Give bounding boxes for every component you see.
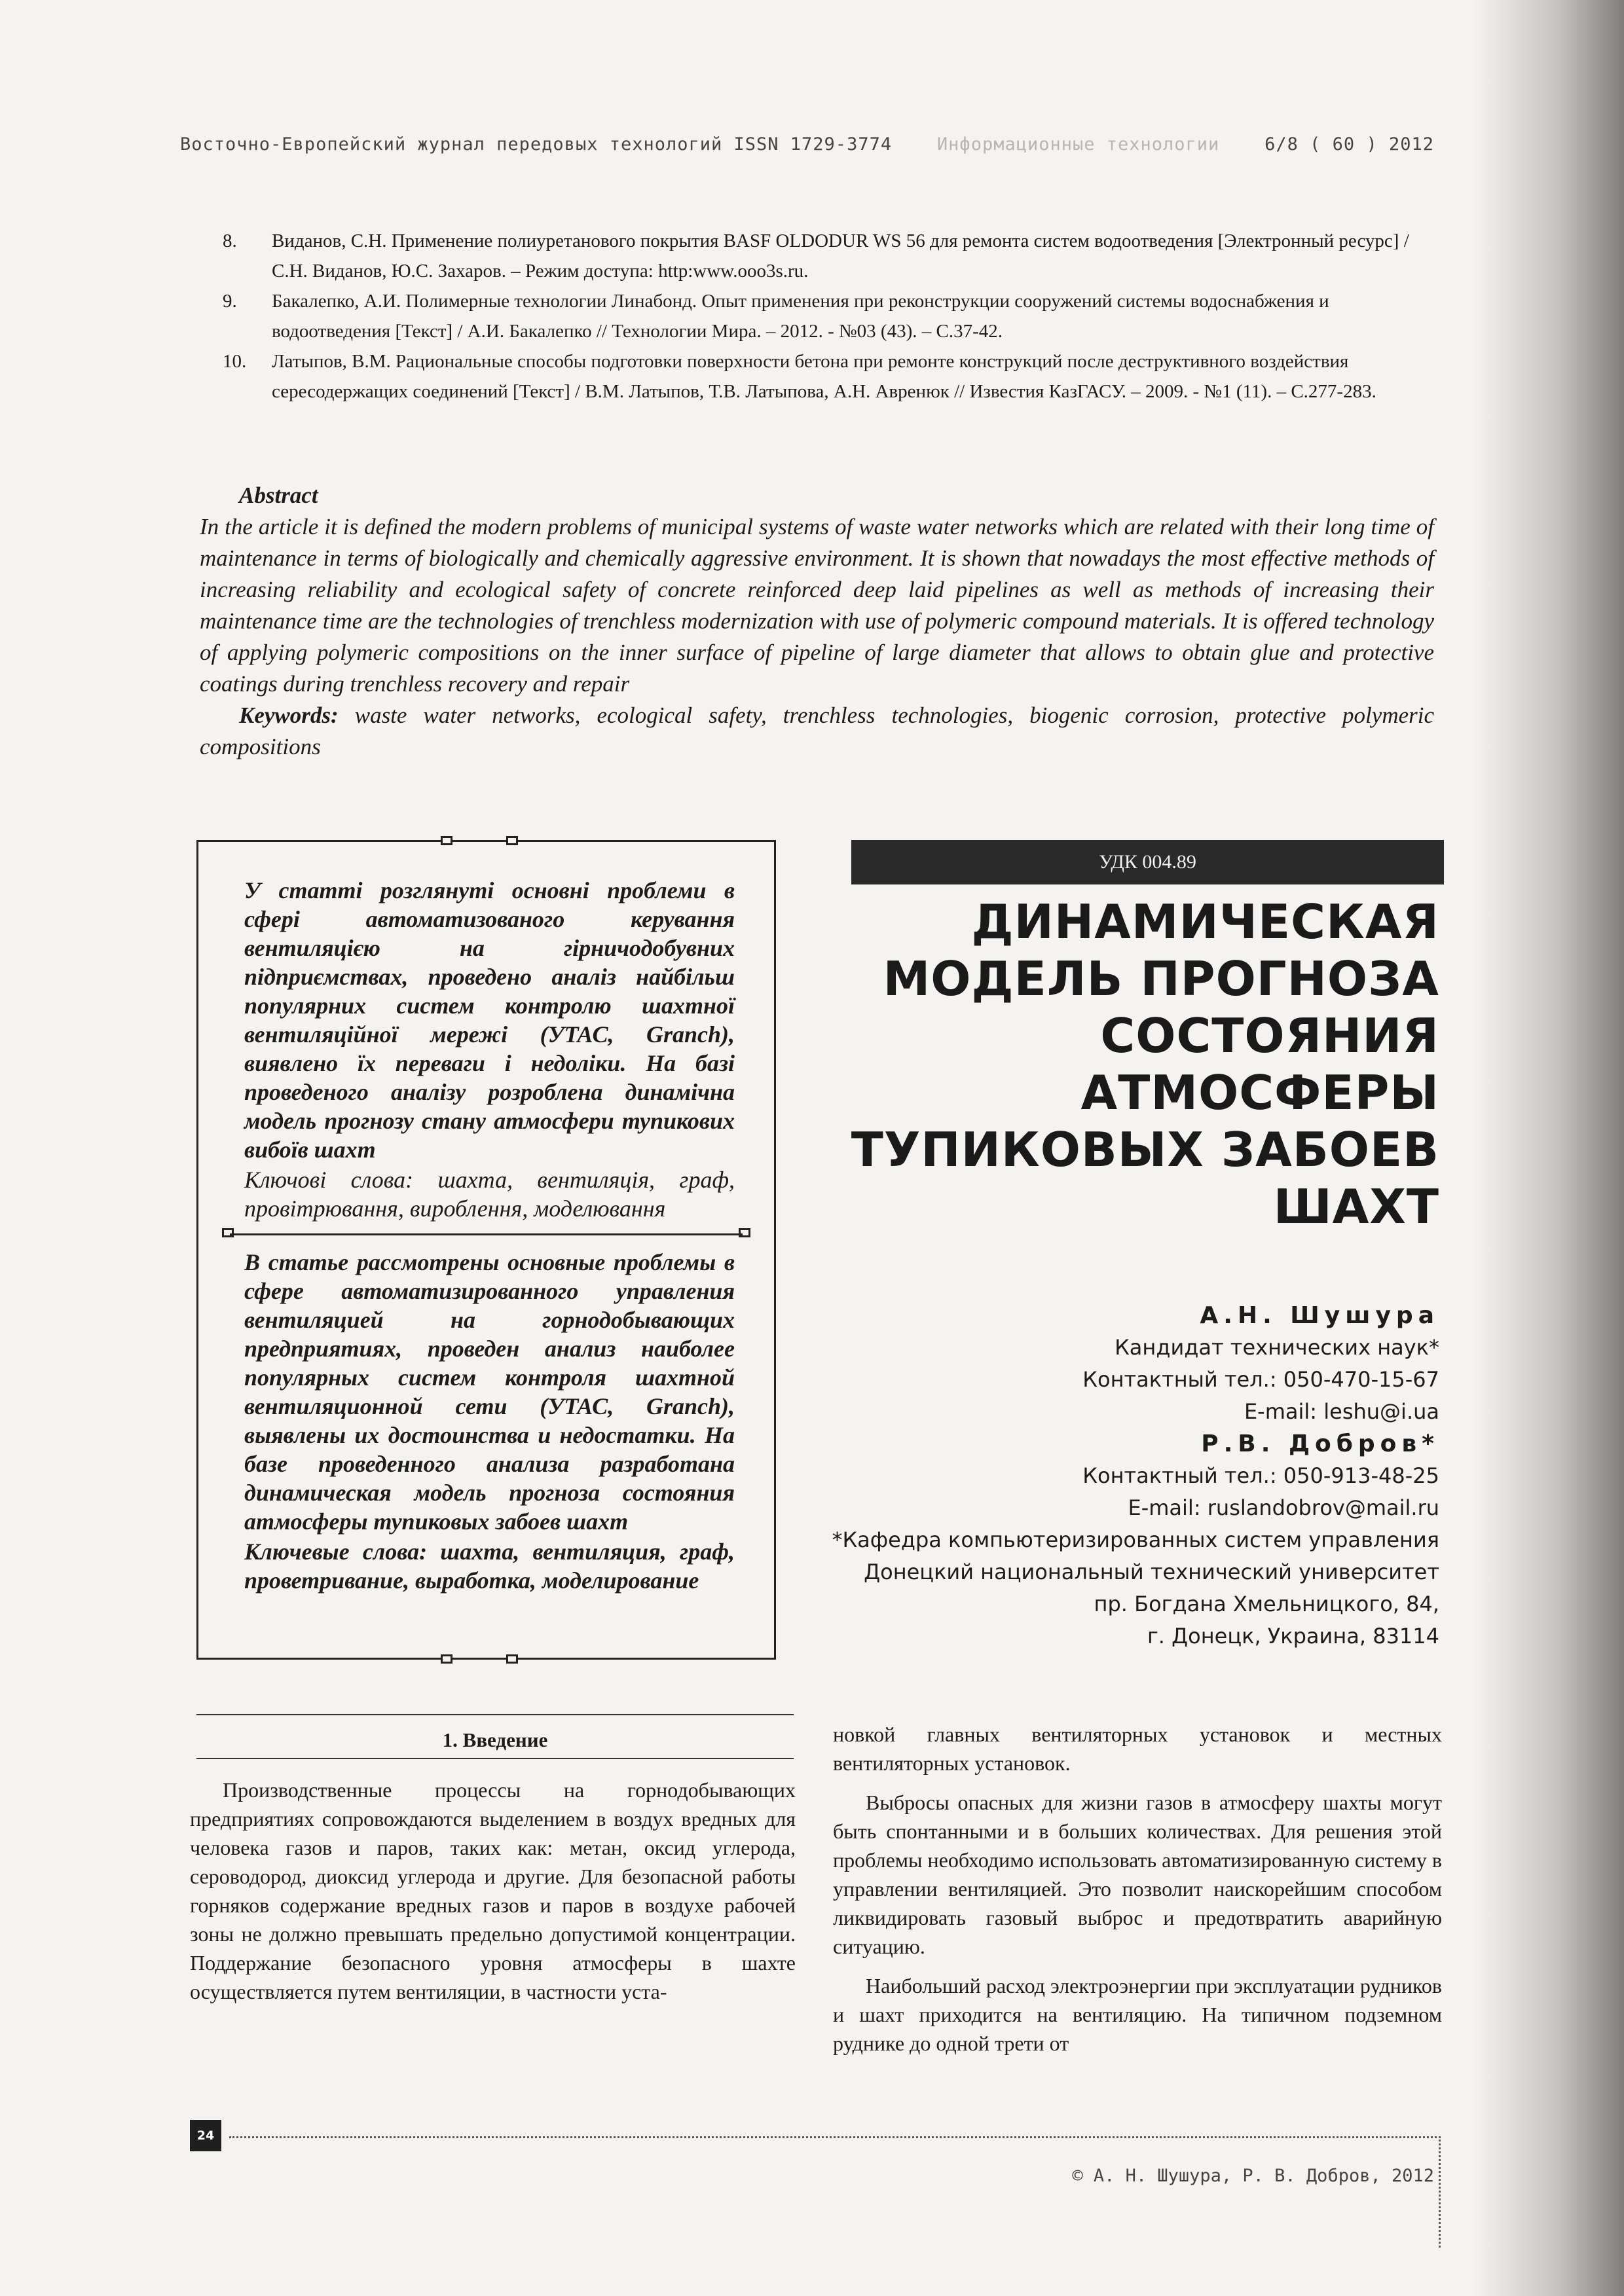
body-column-left: [190, 1776, 796, 2006]
abstract-text: In the article it is defined the modern problems of municipal systems of waste water networks which are related with their long time of maintenance in terms of biologically and chemically aggressive environment. It is shown that nowadays the most effective methods of increasing reliability and ecological safety of concrete reinforced deep laid pipelines as well as methods of increasing their maintenance time are the technologies of trenchless modernization with use of polymeric compound materials. It is offered technology of applying polymeric compositions on the inner surface of pipeline of large diameter that allows to obtain glue and protective coatings during trenchless recovery and repair: [200, 514, 1434, 697]
udk-label: УДК 004.89: [851, 840, 1444, 884]
author-phone: Контактный тел.: 050-913-48-25: [1082, 1463, 1439, 1488]
section-rule-bottom: [196, 1758, 794, 1759]
page-edge-shadow: [1473, 0, 1624, 2296]
title-line: АТМОСФЕРЫ: [1080, 1065, 1439, 1120]
annotation-box: [196, 840, 776, 1660]
divider-connector: [739, 1228, 750, 1237]
reference-list: [216, 226, 1447, 407]
reference-number: 8.: [223, 230, 237, 251]
title-line: СОСТОЯНИЯ: [1100, 1008, 1439, 1063]
annotation-ru-text: В статье рассмотрены основные проблемы в сфере автоматизированного управления вентиляцией на горнодобывающих предприятиях, проведен анализ наиболее популярных систем контроля шахтной вентиляционной сети (УТАС, Granch), выявлены их достоинства и недостатки. На базе проведенного анализа разработана динамическая модель прогноза состояния атмосферы тупиковых забоев шахт: [244, 1249, 735, 1535]
page-number: 24: [190, 2120, 221, 2151]
article-title: [784, 894, 1439, 1235]
running-header: [180, 134, 1434, 155]
title-line: ДИНАМИЧЕСКАЯ: [971, 894, 1439, 949]
section-name: Информационные технологии: [936, 134, 1220, 155]
box-connector: [506, 1654, 518, 1664]
keywords-text: waste water networks, ecological safety, trenchless technologies, biogenic corrosion, protective polymeric compositions: [200, 702, 1435, 759]
copyright-notice: © А. Н. Шушура, Р. В. Добров, 2012: [1072, 2166, 1434, 2186]
affiliation-line: пр. Богдана Хмельницкого, 84,: [1094, 1592, 1439, 1616]
issue-number: 6/8 ( 60 ) 2012: [1264, 134, 1434, 155]
box-connector: [441, 836, 452, 845]
title-line: МОДЕЛЬ ПРОГНОЗА: [883, 951, 1439, 1006]
author-email: E-mail: leshu@i.ua: [1244, 1399, 1439, 1424]
reference-number: 10.: [223, 351, 247, 372]
body-column-right: [833, 1720, 1442, 2058]
title-line: ТУПИКОВЫХ ЗАБОЕВ: [851, 1122, 1439, 1177]
english-abstract: [200, 480, 1434, 763]
title-line: ШАХТ: [1273, 1179, 1439, 1234]
paragraph: новкой главных вентиляторных установок и местных вентиляторных установок.: [833, 1722, 1442, 1775]
abstract-keywords: [200, 700, 1434, 763]
footer-dotted-rule: [229, 2136, 1441, 2138]
paragraph: Наибольший расход электроэнергии при эксплуатации рудников и шахт приходится на вентиляцию. На типичном подземном руднике до одной трети от: [833, 1974, 1442, 2055]
footer-dotted-vertical: [1439, 2136, 1441, 2248]
reference-number: 9.: [223, 291, 237, 312]
reference-item: [216, 226, 1447, 286]
annotation-ukrainian: [244, 876, 735, 1223]
reference-text: Латыпов, В.М. Рациональные способы подготовки поверхности бетона при ремонте конструкций после деструктивного воздействия сересодержащих соединений [Текст] / В.М. Латыпов, Т.В. Латыпова, А.Н. Авренюк // Известия КазГАСУ. – 2009. - №1 (11). – С.277-283.: [272, 351, 1376, 402]
annotation-divider: [230, 1233, 743, 1235]
reference-text: Виданов, С.Н. Применение полиуретанового покрытия BASF OLDODUR WS 56 для ремонта систем водоотведения [Электронный ресурс] / С.Н. Виданов, Ю.С. Захаров. – Режим доступа: http:www.ooo3s.ru.: [272, 230, 1409, 282]
abstract-title: Abstract: [239, 483, 318, 508]
box-connector: [506, 836, 518, 845]
author-degree: Кандидат технических наук*: [1115, 1335, 1439, 1360]
affiliation-line: Донецкий национальный технический университет: [864, 1559, 1439, 1584]
annotation-ua-text: У статті розглянуті основні проблеми в сфері автоматизованого керування вентиляцією на гірничодобувних підприємствах, проведено аналіз найбільш популярних систем контролю шахтної вентиляційної мережі (УТАС, Granch), виявлено їх переваги і недоліки. На базі проведеного аналізу розроблена динамічна модель прогнозу стану атмосфери тупикових вибоїв шахт: [244, 877, 735, 1163]
affiliation-line: г. Донецк, Украина, 83114: [1147, 1624, 1439, 1649]
reference-item: [216, 286, 1447, 346]
reference-item: [216, 346, 1447, 407]
author-email: E-mail: ruslandobrov@mail.ru: [1128, 1495, 1439, 1520]
annotation-ua-keywords: Ключові слова: шахта, вентиляція, граф, провітрювання, вироблення, моделювання: [244, 1167, 735, 1222]
paragraph: Производственные процессы на горнодобывающих предприятиях сопровождаются выделением в воздух вредных для человека газов и паров, таких как: метан, оксид углерода, сероводород, диоксид углерода и другие. Для безопасной работы горняков содержание вредных газов и паров в воздухе рабочей зоны не должно превышать предельно допустимой концентрации. Поддержание безопасного уровня атмосферы в шахте осуществляется путем вентиляции, в частности уста-: [190, 1778, 796, 2003]
author-block: [719, 1300, 1439, 1652]
keywords-label: Keywords:: [239, 702, 339, 728]
paragraph: Выбросы опасных для жизни газов в атмосферу шахты могут быть спонтанными и в больших количествах. Для решения этой проблемы необходимо использовать автоматизированную систему в управлении вентиляцией. Это позволит наискорейшим способом ликвидировать газовый выброс и предотвратить аварийную ситуацию.: [833, 1791, 1442, 1958]
journal-name: Восточно-Европейский журнал передовых технологий ISSN 1729-3774: [180, 134, 893, 155]
box-connector: [441, 1654, 452, 1664]
annotation-russian: [244, 1248, 735, 1595]
author-phone: Контактный тел.: 050-470-15-67: [1082, 1367, 1439, 1392]
author-name: Р.В. Добров*: [1201, 1430, 1439, 1457]
section-heading: 1. Введение: [442, 1728, 548, 1751]
divider-connector: [222, 1228, 234, 1237]
section-rule-top: [196, 1714, 794, 1715]
author-name: А.Н. Шушура: [1200, 1302, 1439, 1329]
affiliation-line: *Кафедра компьютеризированных систем управления: [832, 1527, 1439, 1552]
annotation-ru-keywords: Ключевые слова: шахта, вентиляция, граф, проветривание, выработка, моделирование: [244, 1539, 735, 1594]
reference-text: Бакалепко, А.И. Полимерные технологии Линабонд. Опыт применения при реконструкции сооружений системы водоснабжения и водоотведения [Текст] / А.И. Бакалепко // Технологии Мира. – 2012. - №03 (43). – С.37-42.: [272, 291, 1329, 342]
